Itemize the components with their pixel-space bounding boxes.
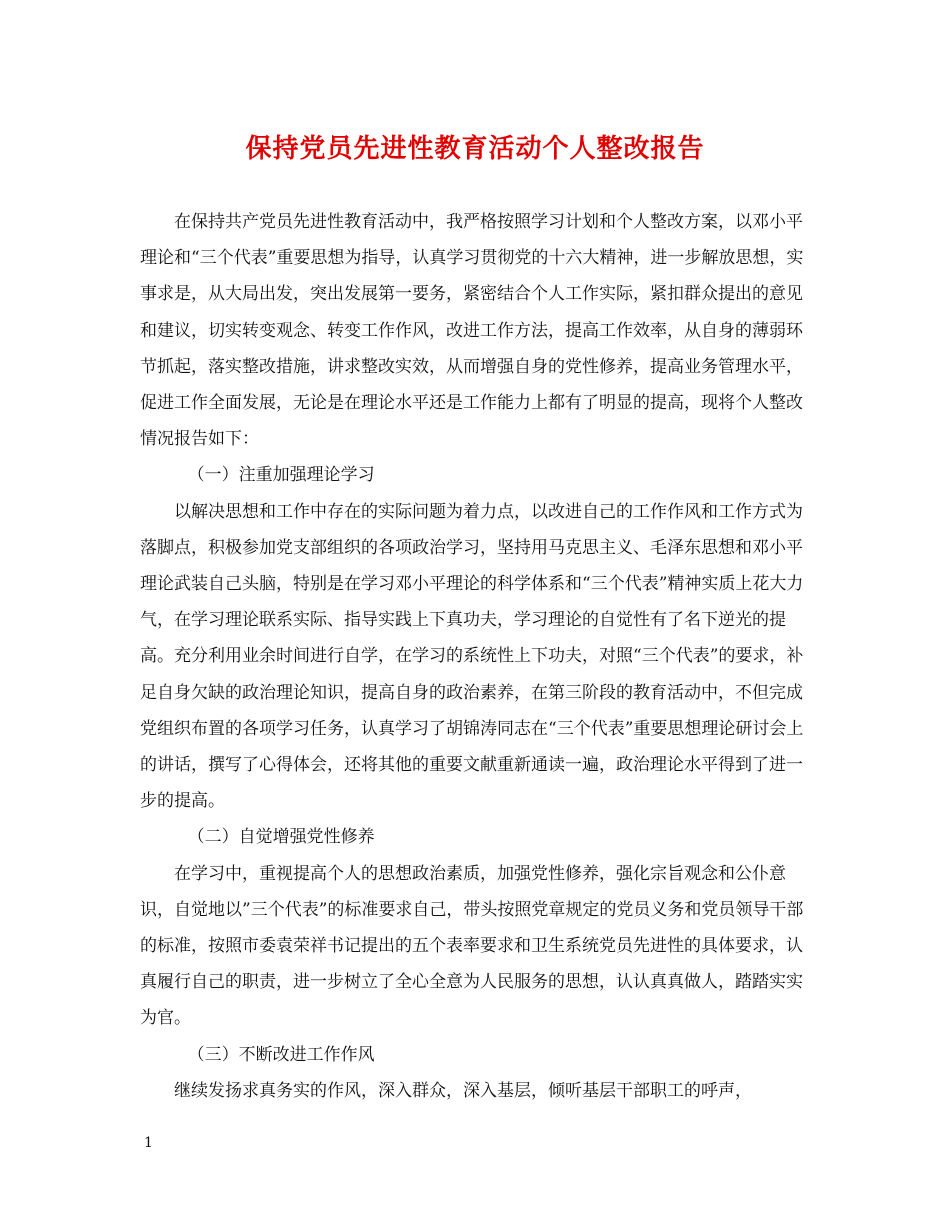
section-1-paragraph: 以解决思想和工作中存在的实际问题为着力点，以改进自己的工作作风和工作方式为落脚点，积极参加党支部组织的各项政治学习，坚持用马克思主义、毛泽东思想和邓小平理论武装自己头脑，特别是在学习邓小平理论的科学体系和“三个代表”精神实质上花大力气，在学习理论联系实际、指导实践上下真功夫，学习理论的自觉性有了名下逆光的提高。充分利用业余时间进行自学，在学习的系统性上下功夫，对照“三个代表”的要求，补足自身欠缺的政治理论知识，提高自身的政治素养，在第三阶段的教育活动中，不但完成党组织布置的各项学习任务，认真学习了胡锦涛同志在“三个代表”重要思想理论研讨会上的讲话，撰写了心得体会，还将其他的重要文献重新通读一遍，政治理论水平得到了进一步的提高。 (140, 501, 804, 812)
section-3-paragraph: 继续发扬求真务实的作风，深入群众，深入基层，倾听基层干部职工的呼声， (174, 1080, 752, 1101)
section-heading-1: （一）注重加强理论学习 (187, 465, 375, 486)
section-heading-2: （二）自觉增强党性修养 (187, 827, 375, 848)
section-2-paragraph: 在学习中，重视提高个人的思想政治素质，加强党性修养，强化宗旨观念和公仆意识，自觉地以”三个代表”的标准要求自己，带头按照党章规定的党员义务和党员领导干部的标准，按照市委袁荣祥书记提出的五个表率要求和卫生系统党员先进性的具体要求，认真履行自己的职责，进一步树立了全心全意为人民服务的思想，认认真真做人，踏踏实实为官。 (140, 863, 804, 1029)
intro-paragraph: 在保持共产党员先进性教育活动中，我严格按照学习计划和个人整改方案，以邓小平理论和“三个代表”重要思想为指导，认真学习贯彻党的十六大精神，进一步解放思想，实事求是，从大局出发，突出发展第一要务，紧密结合个人工作实际，紧扣群众提出的意见和建议，切实转变观念、转变工作作风，改进工作方法，提高工作效率，从自身的薄弱环节抓起，落实整改措施，讲求整改实效，从而增强自身的党性修养，提高业务管理水平，促进工作全面发展，无论是在理论水平还是工作能力上都有了明显的提高，现将个人整改情况报告如下： (140, 212, 804, 450)
document-body (140, 204, 812, 1109)
page-number: 1 (144, 1135, 153, 1151)
section-heading-3: （三）不断改进工作作风 (187, 1044, 375, 1065)
document-title: 保持党员先进性教育活动个人整改报告 (245, 134, 705, 164)
